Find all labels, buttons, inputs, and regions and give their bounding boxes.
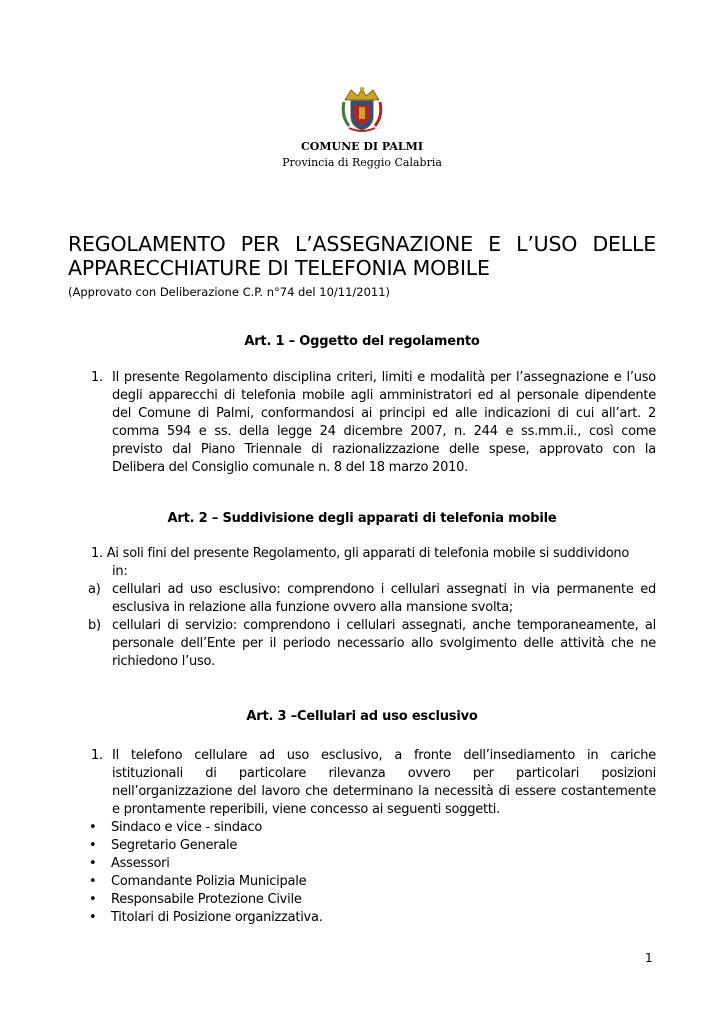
bullet-icon: • bbox=[89, 820, 97, 835]
list-item bbox=[87, 909, 323, 927]
list-item bbox=[87, 873, 323, 891]
art2-item-b-line: cellulari di servizio: comprendono i cellulari assegnati, anche temporaneamente, al bbox=[112, 618, 656, 633]
page-number: 1 bbox=[645, 951, 653, 965]
bullet-icon: • bbox=[89, 892, 97, 907]
art2-item-b-label: b) bbox=[88, 618, 101, 633]
list-item-text: Titolari di Posizione organizzativa. bbox=[111, 910, 323, 925]
art1-paragraph bbox=[91, 369, 656, 477]
art1-line: Il presente Regolamento disciplina criteri, limiti e modalità per l’assegnazione e l’uso bbox=[112, 370, 656, 385]
bullet-icon: • bbox=[89, 910, 97, 925]
art2-intro bbox=[91, 545, 656, 581]
province-name: Provincia di Reggio Calabria bbox=[282, 156, 442, 169]
art1-number: 1. bbox=[91, 370, 103, 385]
art1-heading: Art. 1 – Oggetto del regolamento bbox=[244, 334, 480, 349]
art2-item-b bbox=[88, 617, 656, 671]
document-title-line2: APPARECCHIATURE DI TELEFONIA MOBILE bbox=[68, 256, 490, 280]
art1-line: del Comune di Palmi, conformandosi ai principi ed alle indicazioni di cui all’art. 2 bbox=[112, 406, 656, 421]
art1-line: previsto dal Piano Triennale di razionalizzazione delle spese, approvato con la bbox=[112, 442, 656, 457]
art2-item-b-line: richiedono l’uso. bbox=[112, 654, 215, 669]
art3-bullet-list bbox=[87, 819, 323, 927]
list-item bbox=[87, 819, 323, 837]
art2-heading: Art. 2 – Suddivisione degli apparati di telefonia mobile bbox=[167, 511, 557, 526]
art3-line: istituzionali di particolare rilevanza ovvero per particolari posizioni bbox=[112, 766, 656, 781]
bullet-icon: • bbox=[89, 874, 97, 889]
list-item bbox=[87, 837, 323, 855]
art2-item-a-line: cellulari ad uso esclusivo: comprendono i cellulari assegnati in via permanente ed bbox=[112, 582, 656, 597]
art2-intro-line1: 1. Ai soli fini del presente Regolamento, gli apparati di telefonia mobile si suddividono bbox=[91, 546, 630, 561]
art3-heading: Art. 3 –Cellulari ad uso esclusivo bbox=[246, 709, 478, 724]
municipality-name: COMUNE DI PALMI bbox=[301, 140, 423, 153]
art1-line: comma 594 e ss. della legge 24 dicembre 2007, n. 244 e ss.mm.ii., così come bbox=[112, 424, 656, 439]
art3-number: 1. bbox=[91, 748, 103, 763]
art3-line: e prontamente reperibili, viene concesso ai seguenti soggetti. bbox=[112, 802, 500, 817]
document-title-line1: REGOLAMENTO PER L’ASSEGNAZIONE E L’USO DELLE bbox=[68, 232, 656, 256]
art2-intro-line2: in: bbox=[112, 564, 128, 579]
art3-line: nell’organizzazione del lavoro che determinano la necessità di essere costantemente bbox=[112, 784, 656, 799]
art1-line: degli apparecchi di telefonia mobile agli amministratori ed al personale dipendente bbox=[112, 388, 656, 403]
bullet-icon: • bbox=[89, 856, 97, 871]
art3-line: Il telefono cellulare ad uso esclusivo, a fronte dell’insediamento in cariche bbox=[112, 748, 656, 763]
list-item-text: Assessori bbox=[111, 856, 170, 871]
art2-item-a bbox=[88, 581, 656, 617]
list-item-text: Sindaco e vice - sindaco bbox=[111, 820, 263, 835]
list-item-text: Responsabile Protezione Civile bbox=[111, 892, 302, 907]
list-item-text: Segretario Generale bbox=[111, 838, 238, 853]
municipal-crest-logo bbox=[341, 86, 383, 132]
art2-item-b-line: personale dell’Ente per il periodo necessario allo svolgimento delle attività che ne bbox=[112, 636, 656, 651]
art1-line: Delibera del Consiglio comunale n. 8 del 18 marzo 2010. bbox=[112, 460, 469, 475]
approval-note: (Approvato con Deliberazione C.P. n°74 del 10/11/2011) bbox=[68, 285, 391, 299]
art3-paragraph bbox=[91, 747, 656, 819]
bullet-icon: • bbox=[89, 838, 97, 853]
art2-item-a-label: a) bbox=[88, 582, 101, 597]
art2-item-a-line: esclusiva in relazione alla funzione ovvero alla mansione svolta; bbox=[112, 600, 514, 615]
list-item bbox=[87, 855, 323, 873]
list-item bbox=[87, 891, 323, 909]
list-item-text: Comandante Polizia Municipale bbox=[111, 874, 307, 889]
